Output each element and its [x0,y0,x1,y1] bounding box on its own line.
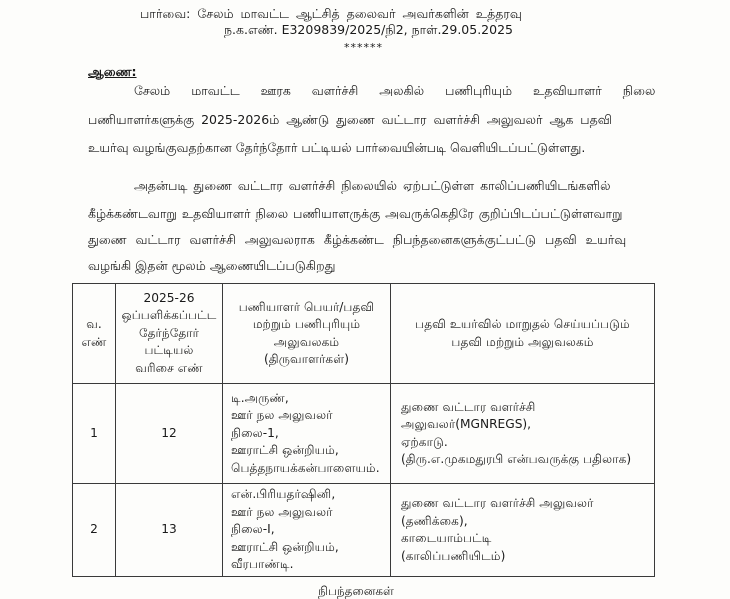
cell-employee: என்.பிரியதர்ஷினி, ஊர் நல அலுவலர் நிலை-I, ஊராட்சி ஒன்றியம், வீரபாண்டி. [223,484,391,577]
paragraph1-line2: பணியாளர்களுக்கு 2025-2026ம் ஆண்டு துணை வட்டார வளர்ச்சி அலுவலர் ஆக பதவி [88,112,612,127]
paragraph2-line3: துணை வட்டார வளர்ச்சி அலுவலராக கீழ்க்கண்ட நிபந்தனைகளுக்குட்பட்டு பதவி உயர்வு [88,232,627,247]
header-posting: பதவி உயர்வில் மாறுதல் செய்யப்படும் பதவி மற்றும் அலுவலகம் [391,284,655,384]
promotion-table [72,283,655,577]
cell-rank: 12 [116,384,223,484]
cell-posting: துணை வட்டார வளர்ச்சி அலுவலர் (தணிக்கை), காடையாம்பட்டி (காலிப்பணியிடம்) [391,484,655,577]
cell-posting: துணை வட்டார வளர்ச்சி அலுவலர்(MGNREGS), ஏற்காடு. (திரு.எ.முகமதுரபி என்பவருக்கு பதிலாக) [391,384,655,484]
header-serial: வ. எண் [73,284,116,384]
reference-subject-line: பார்வை: சேலம் மாவட்ட ஆட்சித் தலைவர் அவர்களின் உத்தரவு [140,6,522,21]
cell-serial: 1 [73,384,116,484]
header-rank: 2025-26 ஒப்பளிக்கப்பட்ட தேர்ந்தோர் பட்டியல் வரிசை எண் [116,284,223,384]
table-row [73,384,655,484]
cell-rank: 13 [116,484,223,577]
conditions-heading: நிபந்தனைகள் [318,584,394,598]
header-employee: பணியாளர் பெயர்/பதவி மற்றும் பணிபுரியும் அலுவலகம் (திருவாளர்கள்) [223,284,391,384]
reference-file-number: ந.க.எண். E3209839/2025/நி2, நாள்.29.05.2025 [224,22,513,37]
table-row [73,484,655,577]
order-heading: ஆணை: [88,64,137,79]
separator-stars: ****** [344,41,383,54]
paragraph2-line2: கீழ்க்கண்டவாறு உதவியாளர் நிலை பணியாளருக்கு அவருக்கெதிரே குறிப்பிடப்பட்டுள்ளவாறு [88,206,623,221]
cell-employee: டி.அருண், ஊர் நல அலுவலர் நிலை-1, ஊராட்சி ஒன்றியம், பெத்தநாயக்கன்பாளையம். [223,384,391,484]
paragraph1-line1: சேலம் மாவட்ட ஊரக வளர்ச்சி அலகில் பணிபுரியும் உதவியாளர் நிலை [134,83,656,98]
paragraph2-line4: வழங்கி இதன் மூலம் ஆணையிடப்படுகிறது [88,258,336,273]
paragraph2-line1: அதன்படி துணை வட்டார வளர்ச்சி நிலையில் ஏற்பட்டுள்ள காலிப்பணியிடங்களில் [134,178,611,193]
cell-serial: 2 [73,484,116,577]
paragraph1-line3: உயர்வு வழங்குவதற்கான தேர்ந்தோர் பட்டியல் பார்வையின்படி வெளியிடப்பட்டுள்ளது. [88,140,586,155]
table-header-row [73,284,655,384]
